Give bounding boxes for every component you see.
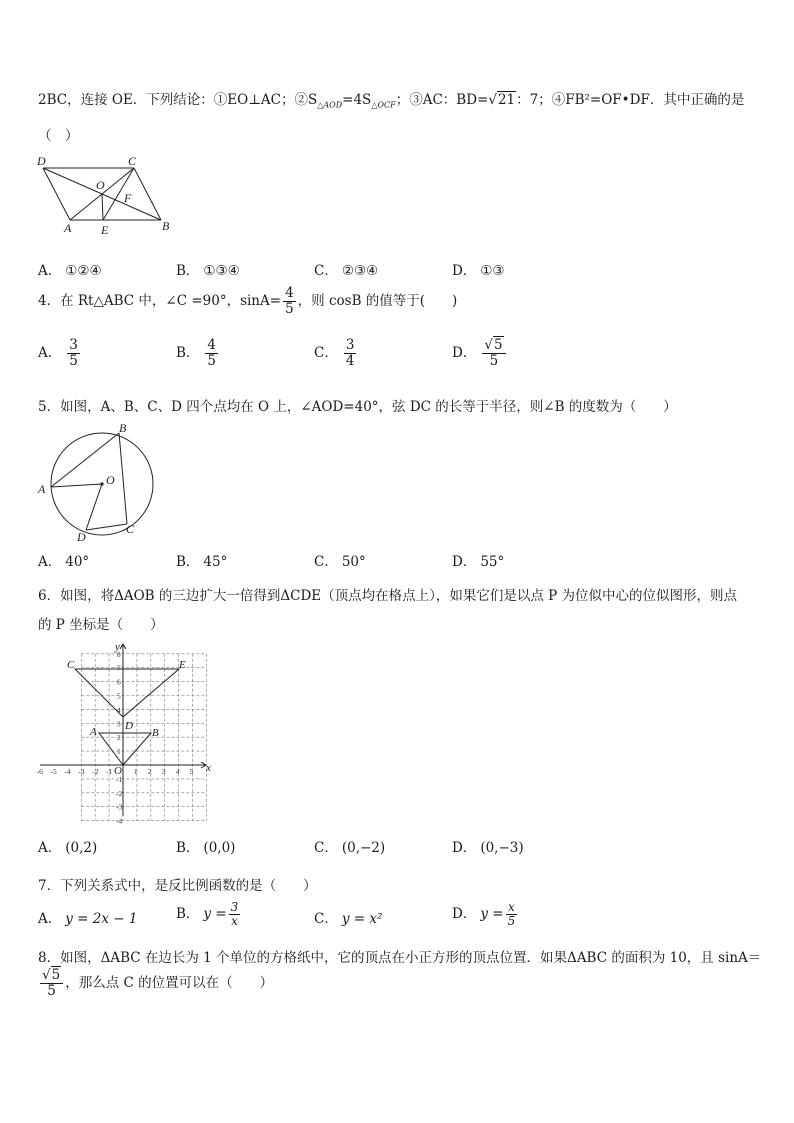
q6-y-tick-label: 5 xyxy=(117,691,121,701)
q5-label-d: D xyxy=(77,530,86,544)
q3-option-a[interactable]: A． ①②④ xyxy=(38,263,102,279)
q3-label-d: D xyxy=(37,154,46,168)
q6-stem-line1: 6．如图，将ΔAOB 的三边扩大一倍得到ΔCDE（顶点均在格点上），如果它们是以点 P 为位似中心的位似图形，则点 xyxy=(38,588,738,604)
q3-label-c: C xyxy=(128,154,137,168)
q3-stem-sub1: △AOD xyxy=(317,100,343,110)
q3-stem-line1: 2BC，连接 OE．下列结论：①EO⊥AC；$②S_{\triangle AOD}=4S_{\triangle OCF}$；③AC：BD=√21：7；④FB²=OF•DF．其中正确的是 xyxy=(38,92,745,110)
q6-y-tick-label: -4 xyxy=(116,816,123,826)
q5-label-c: C xyxy=(126,522,135,536)
q6-y-tick-label: -2 xyxy=(116,788,123,798)
q4-option-a[interactable]: A． $\frac{3}{5}$ xyxy=(38,337,78,369)
q6-x-tick-label: -2 xyxy=(92,767,99,776)
q5-chord-dc xyxy=(86,524,127,530)
q5-radius-oa xyxy=(51,484,102,487)
q8-stem-line1: 8．如图，ΔABC 在边长为 1 个单位的方格纸中，它的顶点在小正方形的顶点位置．如果ΔABC 的面积为 10，且 sinA＝ xyxy=(38,950,762,966)
q6-label-x: x xyxy=(206,762,211,774)
q4-option-b[interactable]: B． $\frac{4}{5}$ xyxy=(176,337,217,369)
q6-label-a: A xyxy=(90,726,97,738)
q5-option-c[interactable]: C． 50° xyxy=(314,554,366,570)
q3-option-d[interactable]: D． ①③ xyxy=(452,263,505,279)
q6-options xyxy=(38,836,758,866)
q6-label-c: C xyxy=(67,659,75,671)
q8-sina-fraction: $\frac{√5}{5}$ xyxy=(40,968,63,999)
q6-y-tick-label: 7 xyxy=(117,663,121,673)
q3-stem-text-b: =4S xyxy=(342,92,372,108)
q5-center-dot xyxy=(100,482,103,485)
q5-stem: 5．如图，A、B、C、D 四个点均在 O 上，∠AOD=40°，弦 DC 的长等于半径，则∠B 的度数为（ ） xyxy=(38,399,677,415)
q4-stem: 4．在 Rt△ABC 中，∠C =90°，sinA= $\frac{4}{5}$ ，则 cosB 的值等于( ) xyxy=(38,285,458,317)
q6-y-tick-label: 8 xyxy=(117,649,121,659)
q3-stem-text-c: ；③AC：BD= xyxy=(395,92,489,108)
q3-option-b[interactable]: B． ①③④ xyxy=(176,263,240,279)
q5-label-o: O xyxy=(106,473,115,487)
q3-seg-oe xyxy=(102,194,103,220)
q6-label-b: B xyxy=(152,727,159,739)
q6-label-e: E xyxy=(179,659,186,671)
q6-y-tick-label: -1 xyxy=(116,774,123,784)
q7-option-c[interactable]: C． y = x² xyxy=(314,911,383,927)
q6-label-o: O xyxy=(114,765,122,777)
q3-stem-text-a: 2BC，连接 OE．下列结论：①EO⊥AC；②S xyxy=(38,92,318,108)
q6-stem-line2: 的 P 坐标是（ ） xyxy=(38,617,164,633)
q5-option-d[interactable]: D． 55° xyxy=(452,554,505,570)
q4-option-c[interactable]: C． $\frac{3}{4}$ xyxy=(314,337,355,369)
q4-stem-fraction: $\frac{4}{5}$ xyxy=(285,285,294,317)
q6-y-tick-label: 3 xyxy=(117,719,121,729)
q6-option-d[interactable]: D． (0,−3) xyxy=(452,840,524,856)
q3-stem-text-d: ：7；④FB²=OF•DF．其中正确的是 xyxy=(516,92,745,108)
q6-option-c[interactable]: C． (0,−2) xyxy=(314,840,386,856)
q3-options xyxy=(38,259,758,289)
q6-x-tick-label: 2 xyxy=(147,767,152,776)
q6-option-b[interactable]: B． (0,0) xyxy=(176,840,236,856)
q6-y-tick-label: 6 xyxy=(117,677,121,687)
q3-stem-sqrt: 21 xyxy=(497,92,516,108)
q3-label-a: A xyxy=(64,221,72,235)
q6-x-tick-label: 5 xyxy=(189,767,194,776)
q5-circle-figure xyxy=(30,418,160,544)
q7-option-d[interactable]: D． y = $\frac{x}{5}$ xyxy=(452,900,516,929)
q5-radius-od xyxy=(86,484,102,530)
q6-y-tick-label: 1 xyxy=(117,747,121,757)
q6-x-tick-label: 4 xyxy=(175,767,180,776)
q3-label-e: E xyxy=(101,223,109,237)
q7-option-b[interactable]: B． y = $\frac{3}{x}$ xyxy=(176,900,239,929)
q3-stem-line2: （ ） xyxy=(38,128,79,144)
q6-x-tick-label: -5 xyxy=(50,767,57,776)
q5-chord-bc xyxy=(119,433,127,524)
q5-option-a[interactable]: A． 40° xyxy=(38,554,90,570)
q6-x-tick-label: -3 xyxy=(78,767,85,776)
q7-stem: 7．下列关系式中，是反比例函数的是（ ） xyxy=(38,878,317,894)
q6-x-tick-label: 1 xyxy=(133,767,138,776)
q6-label-y: y xyxy=(115,641,120,653)
q3-label-f: F xyxy=(124,191,132,205)
q6-x-tick-label: -1 xyxy=(106,767,113,776)
q5-label-b: B xyxy=(119,421,127,435)
q6-grid-figure xyxy=(34,640,216,826)
q3-option-c[interactable]: C． ②③④ xyxy=(314,263,379,279)
q3-stem-sub2: △OCF xyxy=(371,100,396,110)
q6-triangle-cde xyxy=(75,669,179,717)
q6-y-tick-label: -3 xyxy=(116,802,123,812)
q7-option-a[interactable]: A． y = 2x − 1 xyxy=(38,911,138,927)
q6-y-tick-label: 2 xyxy=(117,733,121,743)
q4-options xyxy=(38,338,758,378)
q6-option-a[interactable]: A． (0,2) xyxy=(38,840,98,856)
q3-parallelogram-figure xyxy=(30,152,180,240)
q6-label-d: D xyxy=(125,720,133,732)
q3-label-o: O xyxy=(96,178,105,192)
q7-options xyxy=(38,901,758,939)
q3-label-b: B xyxy=(162,219,170,233)
q6-x-tick-label: 3 xyxy=(161,767,166,776)
q5-options xyxy=(38,550,758,580)
q6-x-tick-label: -6 xyxy=(36,767,43,776)
q5-label-a: A xyxy=(38,482,46,496)
q6-triangle-aob xyxy=(99,733,151,765)
q6-x-tick-label: -4 xyxy=(64,767,71,776)
q4-option-d[interactable]: D． $\frac{√5}{5}$ xyxy=(452,338,508,369)
q3-edge-ad xyxy=(43,168,70,220)
q5-option-b[interactable]: B． 45° xyxy=(176,554,228,570)
q6-y-tick-label: 4 xyxy=(117,705,121,715)
q8-stem-line2: $\frac{√5}{5}$ ，那么点 C 的位置可以在（ ） xyxy=(42,967,274,999)
q3-edge-cb xyxy=(134,168,161,220)
